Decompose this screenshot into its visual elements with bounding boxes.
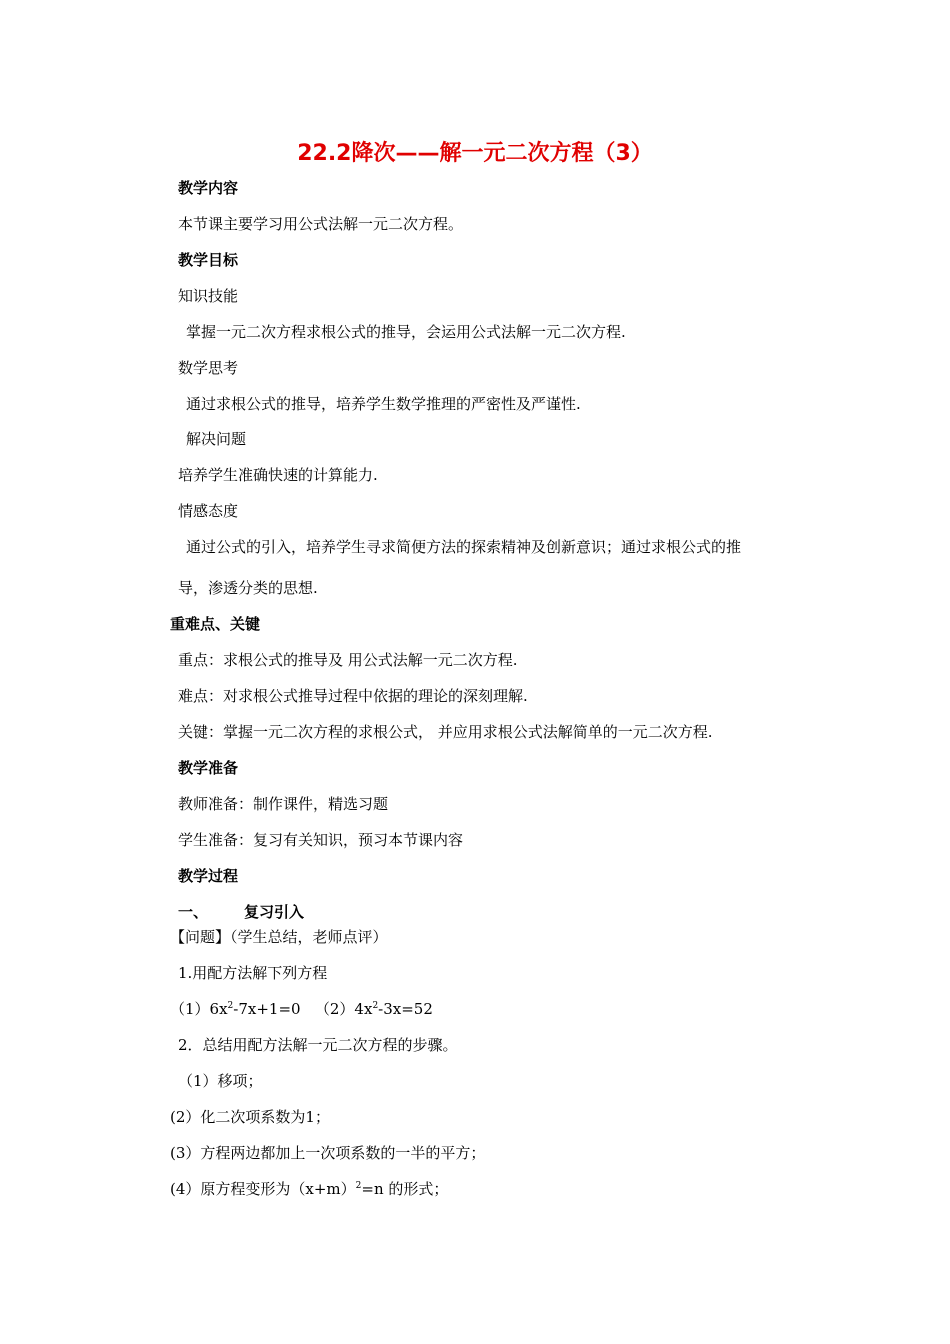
content-heading: 教学内容 [178, 179, 239, 197]
document-title: 22.2降次——解一元二次方程（3） [297, 141, 653, 166]
step-1: （1）移项； [178, 1072, 263, 1090]
teacher-prep: 教师准备：制作课件，精选习题 [178, 795, 389, 813]
step1-number: 一、 [178, 903, 209, 921]
step-2: (2）化二次项系数为1； [170, 1108, 330, 1126]
attitude-label: 情感态度 [178, 502, 239, 520]
equation-2: $(2)4x^2-3x=52$ [314, 1000, 433, 1018]
equation-1: $(1)6x^2-7x+1=0$ [170, 1000, 301, 1018]
question-1: 1.用配方法解下列方程 [178, 964, 328, 982]
goal-heading: 教学目标 [178, 251, 239, 269]
problem-label: 解决问题 [186, 430, 247, 448]
key-point: 重点：求根公式的推导及 用公式法解一元二次方程. [178, 651, 518, 669]
attitude-text-1: 通过公式的引入，培养学生寻求简便方法的探索精神及创新意识；通过求根公式的推 [186, 538, 742, 556]
question-label: 【问题】（学生总结，老师点评） [170, 928, 388, 946]
problem-text: 培养学生准确快速的计算能力. [178, 466, 378, 484]
step-3: (3）方程两边都加上一次项系数的一半的平方； [170, 1144, 486, 1162]
key: 关键：掌握一元二次方程的求根公式， 并应用求根公式法解简单的一元二次方程. [178, 723, 713, 741]
equations-line [170, 999, 433, 1019]
thinking-label: 数学思考 [178, 359, 239, 377]
difficulty: 难点：对求根公式推导过程中依据的理论的深刻理解. [178, 687, 528, 705]
knowledge-label: 知识技能 [178, 287, 239, 305]
content-text: 本节课主要学习用公式法解一元二次方程。 [178, 215, 464, 233]
student-prep: 学生准备：复习有关知识，预习本节课内容 [178, 831, 464, 849]
step1-title: 复习引入 [244, 903, 305, 921]
knowledge-text: 掌握一元二次方程求根公式的推导，会运用公式法解一元二次方程. [186, 323, 626, 341]
step-4: (4）原方程变形为$(x+m)^2=n$ 的形式； [170, 1180, 449, 1198]
key-heading: 重难点、关键 [170, 615, 261, 633]
thinking-text: 通过求根公式的推导，培养学生数学推理的严密性及严谨性. [186, 395, 581, 413]
attitude-text-2: 导，渗透分类的思想. [178, 579, 318, 597]
process-heading: 教学过程 [178, 867, 239, 885]
prep-heading: 教学准备 [178, 759, 239, 777]
question-2: 2．总结用配方法解一元二次方程的步骤。 [178, 1036, 458, 1054]
